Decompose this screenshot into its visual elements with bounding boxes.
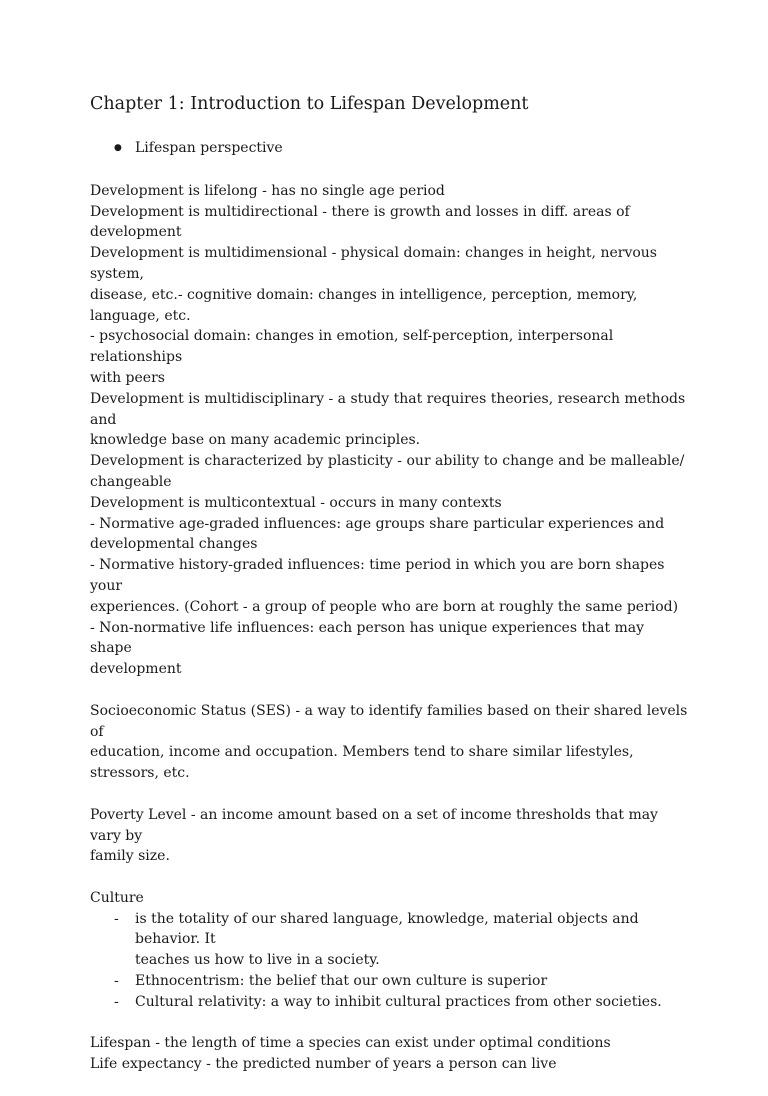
text-line: changeable (90, 473, 172, 490)
text-line: Development is lifelong - has no single age period (90, 182, 445, 199)
text-line: - Normative history-graded influences: time period in which you are born shapes your (90, 557, 665, 594)
text-line: Development is multicontextual - occurs in many contexts (90, 494, 502, 511)
text-line: teaches us how to live in a society. (135, 952, 380, 969)
bullet-list (90, 138, 690, 159)
text-line: developmental changes (90, 536, 258, 553)
text-line: - Non-normative life influences: each person has unique experiences that may shape (90, 619, 645, 657)
ses-paragraph (90, 701, 690, 784)
text-line: - Ethnocentrism: the belief that our own culture is superior (135, 973, 548, 990)
culture-section (90, 888, 690, 1013)
lifespan-paragraph (90, 1033, 690, 1075)
document-page (90, 92, 690, 1096)
text-line: disease, etc.- cognitive domain: changes in intelligence, perception, memory, language, etc. (90, 286, 638, 324)
list-item (90, 971, 690, 992)
list-item (90, 909, 690, 971)
text-line: Socioeconomic Status (SES) - a way to identify families based on their shared levels of (90, 702, 688, 740)
bullet-item: ● Lifespan perspective (90, 138, 690, 159)
text-line: Development is multidimensional - physical domain: changes in height, nervous system, (90, 245, 657, 282)
text-line: Life expectancy - the predicted number of years a person can live (90, 1056, 557, 1073)
list-item (90, 992, 690, 1013)
development-section (90, 181, 690, 680)
text-line: - Normative age-graded influences: age groups share particular experiences and (90, 515, 665, 532)
culture-list (90, 909, 690, 1013)
text-line: experiences. (Cohort - a group of people who are born at roughly the same period) (90, 598, 679, 615)
text-line: education, income and occupation. Members tend to share similar lifestyles, stressors, etc. (90, 744, 634, 782)
text-line: family size. (90, 848, 170, 865)
text-line: - psychosocial domain: changes in emotion, self-perception, interpersonal relationships (90, 328, 614, 366)
text-line: development (90, 661, 182, 678)
text-line: Poverty Level - an income amount based on a set of income thresholds that may vary by (90, 806, 658, 844)
text-line: Development is characterized by plasticity - our ability to change and be malleable/ (90, 453, 685, 470)
poverty-paragraph (90, 805, 690, 867)
culture-heading: Culture (90, 889, 144, 906)
text-line: with peers (90, 369, 165, 386)
chapter-title: Chapter 1: Introduction to Lifespan Development (90, 94, 529, 114)
text-line: Lifespan - the length of time a species can exist under optimal conditions (90, 1035, 611, 1052)
text-line: Development is multidirectional - there is growth and losses in diff. areas of development (90, 203, 630, 241)
text-line: - Cultural relativity: a way to inhibit cultural practices from other societies. (135, 993, 662, 1010)
text-line: Development is multidisciplinary - a study that requires theories, research methods and (90, 390, 686, 428)
text-line: - is the totality of our shared language, knowledge, material objects and behavior. It (135, 910, 639, 948)
text-line: knowledge base on many academic principles. (90, 432, 421, 449)
